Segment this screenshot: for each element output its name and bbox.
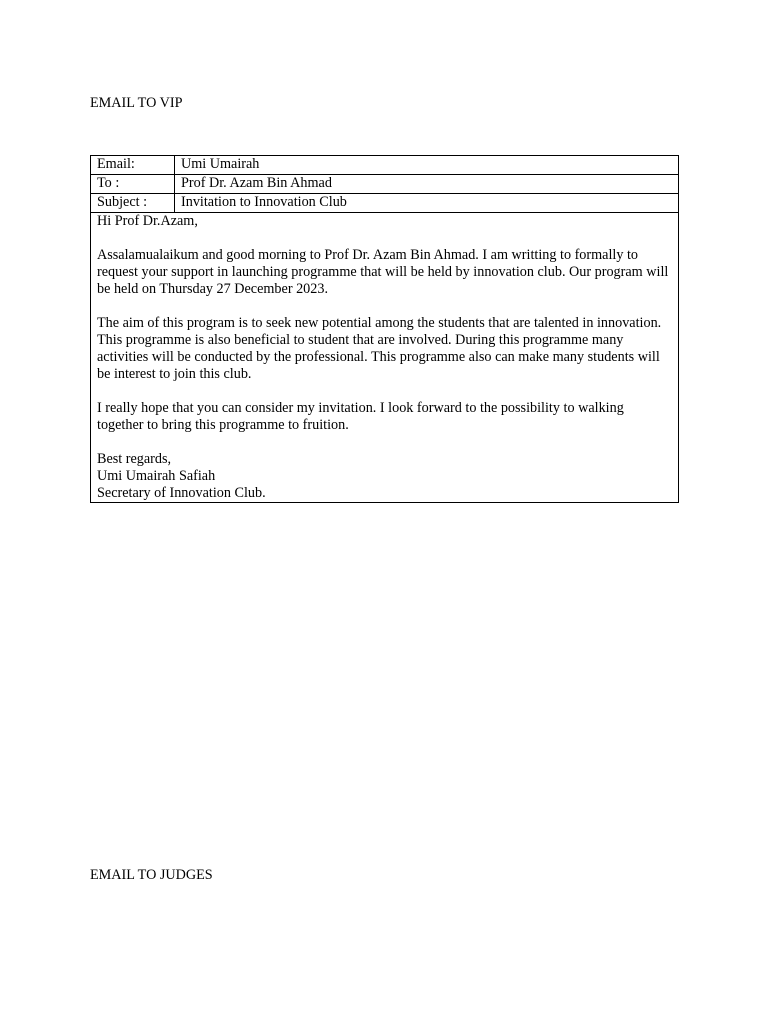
- email-row-from: [91, 156, 679, 175]
- to-value: Prof Dr. Azam Bin Ahmad: [175, 175, 679, 194]
- to-label: To :: [91, 175, 175, 194]
- email-paragraph-2: The aim of this program is to seek new potential among the students that are talented in innovation. This programme is also beneficial to student that are involved. During this programme many activities will be conducted by the professional. This programme also can make many students will be interest to join this club.: [97, 315, 662, 382]
- email-closing: Best regards,: [97, 451, 172, 467]
- subject-label: Subject :: [91, 194, 175, 213]
- email-sender-name: Umi Umairah Safiah: [97, 468, 216, 484]
- heading-email-to-vip: EMAIL TO VIP: [90, 95, 183, 111]
- heading-email-to-judges: EMAIL TO JUDGES: [90, 867, 213, 883]
- email-body: [91, 213, 679, 503]
- email-row-body: [91, 213, 679, 503]
- email-sender-title: Secretary of Innovation Club.: [97, 485, 266, 501]
- subject-value: Invitation to Innovation Club: [175, 194, 679, 213]
- email-label: Email:: [91, 156, 175, 175]
- email-greeting: Hi Prof Dr.Azam,: [97, 213, 198, 229]
- email-table: [90, 155, 679, 503]
- email-value: Umi Umairah: [175, 156, 679, 175]
- email-paragraph-3: I really hope that you can consider my invitation. I look forward to the possibility to walking together to bring this programme to fruition.: [97, 400, 624, 433]
- email-row-subject: [91, 194, 679, 213]
- email-row-to: [91, 175, 679, 194]
- email-paragraph-1: Assalamualaikum and good morning to Prof Dr. Azam Bin Ahmad. I am writting to formally to request your support in launching programme that will be held by innovation club. Our program will be held on Thursday 27 December 2023.: [97, 247, 669, 297]
